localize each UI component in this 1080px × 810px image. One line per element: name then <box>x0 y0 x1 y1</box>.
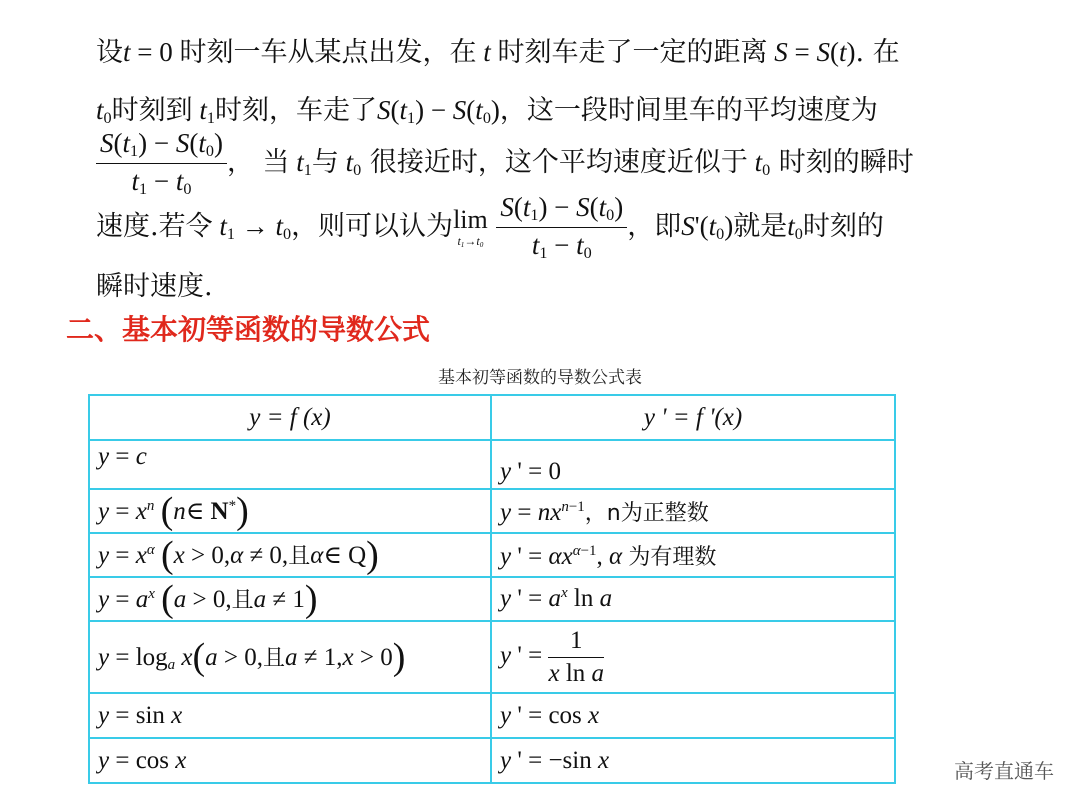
function-cell: y = cos x <box>89 738 491 783</box>
para-line-4: 速度.若令 $t_1 \to t_0$，则可以认为 lim $t_1\to t_0$ $\frac{S(t_1) - S(t_0)}{t_1 - t_0}$ ，即$S'(t_0)$就是$t_0$时刻的 <box>96 192 884 263</box>
text-segment: ，则可以认为 <box>291 211 454 243</box>
text-segment: . 在 <box>855 37 900 68</box>
table-row <box>89 489 895 533</box>
header-function: y = f (x) <box>89 395 491 440</box>
function-cell: $y = a^x$ (a > 0,且a ≠ 1) <box>89 577 491 621</box>
derivative-cell: y ' = $\alpha x^{\alpha-1}$, α 为有理数 <box>491 533 895 577</box>
function-cell: y = c <box>89 440 491 489</box>
derivative-table-wrap <box>88 394 896 784</box>
text-segment: 就是 <box>733 211 788 243</box>
limit-symbol: lim $t_1\to t_0$ <box>453 204 488 249</box>
text-segment: 与 <box>311 147 339 179</box>
text-segment: 设 <box>96 37 123 68</box>
derivative-cell: y ' = cos x <box>491 693 895 738</box>
function-cell: y = sin x <box>89 693 491 738</box>
derivative-table <box>88 394 896 784</box>
table-row <box>89 533 895 577</box>
avg-velocity-fraction: $\frac{S(t_1) - S(t_0)}{t_1 - t_0}$ <box>96 128 227 199</box>
derivative-cell: y ' = $\frac{1}{\text{x ln a}}$ <box>491 621 895 693</box>
derivative-fraction: $\frac{S(t_1) - S(t_0)}{t_1 - t_0}$ <box>496 192 627 263</box>
section-heading: 二、基本初等函数的导数公式 <box>66 313 431 346</box>
function-cell: $y = \log_a x(a > 0$,且a ≠ 1,x > 0) <box>89 621 491 693</box>
table-caption: 基本初等函数的导数公式表 <box>438 368 642 388</box>
para-line-2: $t_0$时刻到 $t_1$时刻，车走了$S(t_1) - S(t_0)$，这一段时间里车的平均速度为 <box>96 95 878 128</box>
table-row <box>89 577 895 621</box>
text-segment: 时刻一车从某点出发，在 <box>179 37 477 68</box>
text-segment: ， 当 <box>226 147 290 179</box>
text-segment: 时刻的 <box>802 211 884 243</box>
para-line-3: $\frac{S(t_1) - S(t_0)}{t_1 - t_0}$ ， 当 $t_1$与 $t_0$ 很接近时，这个平均速度近似于 $t_0$ 时刻的瞬时 <box>96 128 914 199</box>
derivative-cell: y ' = 0 <box>491 440 895 489</box>
para-line-5 <box>96 264 213 303</box>
table-row <box>89 738 895 783</box>
derivative-cell: y ' = −sin x <box>491 738 895 783</box>
header-derivative: y ' = f '(x) <box>491 395 895 440</box>
function-cell: $y = x^\alpha$ (x > 0,α ≠ 0,且α∈ Q) <box>89 533 491 577</box>
text-segment: 瞬时速度. <box>96 271 213 302</box>
para-line-1: 设t = 0 时刻一车从某点出发，在 t 时刻车走了一定的距离 S = S(t). 在 <box>96 37 900 68</box>
table-row <box>89 693 895 738</box>
table-row <box>89 440 895 489</box>
table-row <box>89 621 895 693</box>
text-segment: 时刻，车走了 <box>214 95 377 126</box>
watermark: 高考直通车 <box>954 759 1054 783</box>
function-cell: $y = x^n$ (n∈ N*) <box>89 489 491 533</box>
derivative-cell: $y = nx^{n-1}$，n为正整数 <box>491 489 895 533</box>
text-segment: 时刻的瞬时 <box>778 147 914 179</box>
text-segment: 很接近时，这个平均速度近似于 <box>369 147 748 179</box>
text-segment: ，即 <box>627 211 682 243</box>
text-segment: 时刻车走了一定的距离 <box>497 37 768 68</box>
text-segment: ，这一段时间里车的平均速度为 <box>499 95 878 126</box>
text-segment: 时刻到 <box>111 95 193 126</box>
text-segment: 速度.若令 <box>96 211 213 243</box>
table-header-row <box>89 395 895 440</box>
derivative-cell: y ' = $a^x$ ln a <box>491 577 895 621</box>
